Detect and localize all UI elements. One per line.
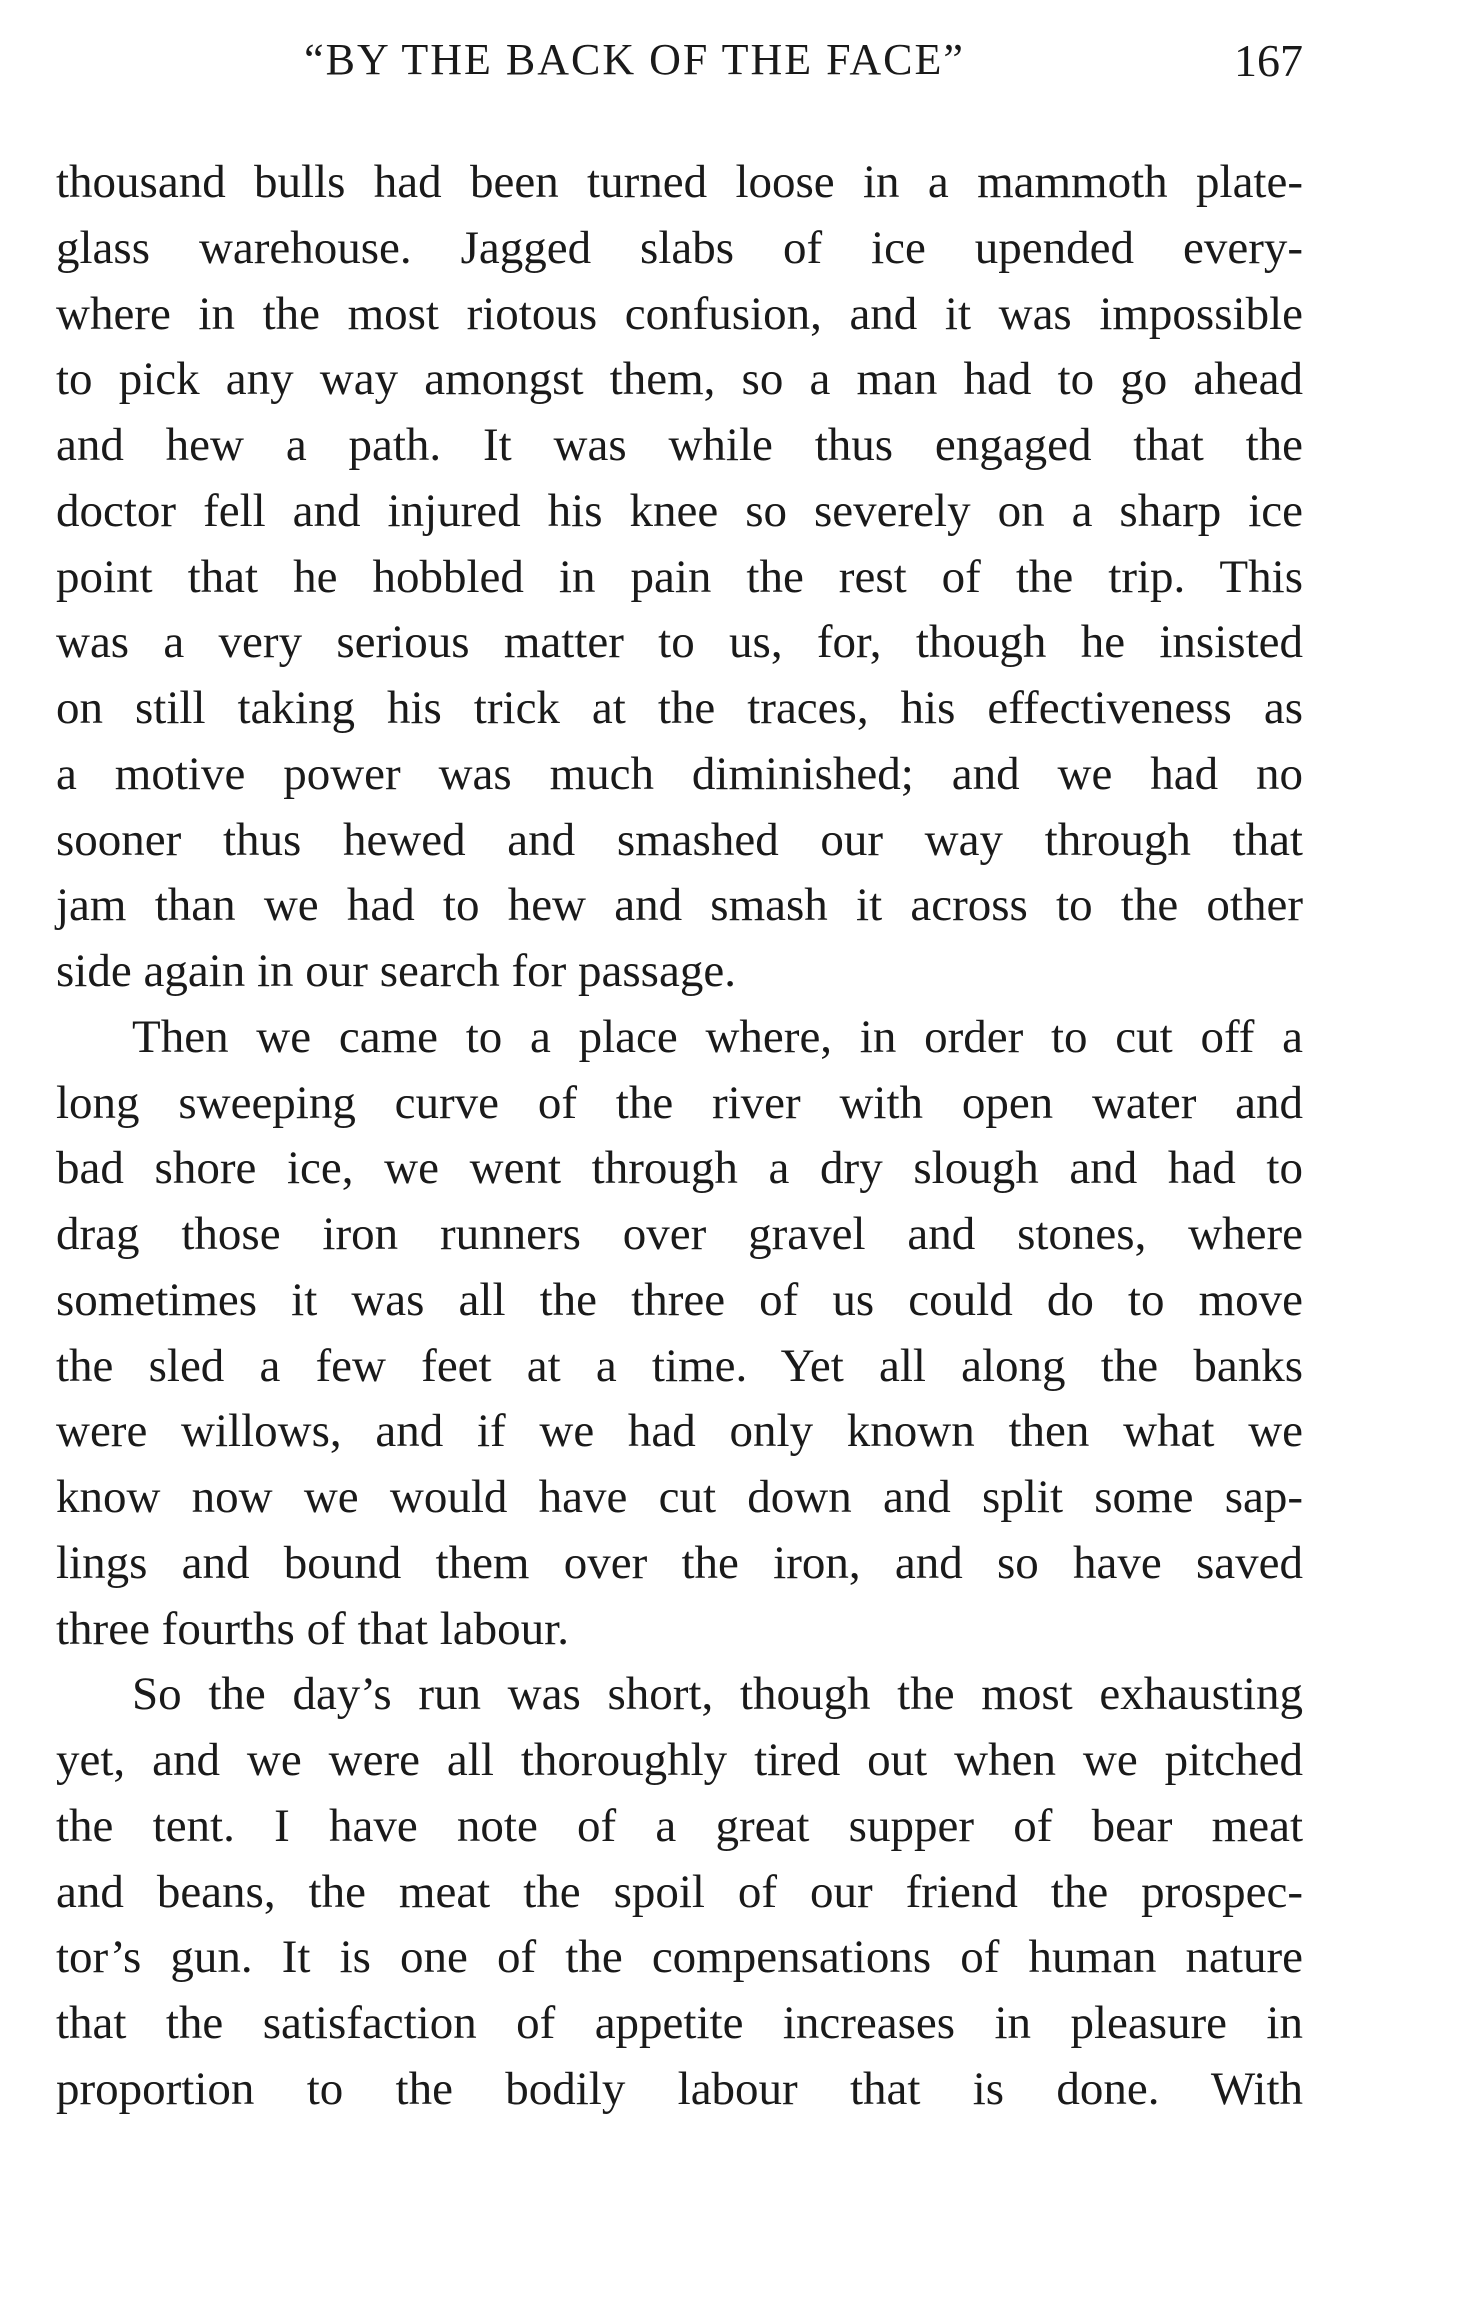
- text-line: were willows, and if we had only known then what we: [56, 1405, 1303, 1458]
- text-line: lings and bound them over the iron, and so have saved: [56, 1536, 1303, 1589]
- text-line: three fourths of that labour.: [56, 1602, 569, 1655]
- text-line: on still taking his trick at the traces, his effectiveness as: [56, 682, 1303, 734]
- text-line: doctor fell and injured his knee so severely on a sharp ice: [56, 484, 1303, 537]
- text-line: bad shore ice, we went through a dry slough and had to: [56, 1142, 1303, 1195]
- text-line: where in the most riotous confusion, and it was impossible: [56, 287, 1303, 340]
- text-line: proportion to the bodily labour that is done. With: [56, 2062, 1303, 2115]
- body-text: [56, 150, 1303, 2123]
- text-line: and hew a path. It was while thus engaged that the: [56, 419, 1303, 471]
- text-line: side again in our search for passage.: [56, 945, 736, 997]
- text-line: point that he hobbled in pain the rest of the trip. This: [56, 550, 1303, 603]
- text-line: tor’s gun. It is one of the compensations of human nature: [56, 1931, 1303, 1984]
- text-line: Then we came to a place where, in order to cut off a: [132, 1010, 1303, 1063]
- text-line: glass warehouse. Jagged slabs of ice upended every-: [56, 221, 1303, 274]
- text-line: and beans, the meat the spoil of our friend the prospec-: [56, 1865, 1303, 1918]
- paragraph: [56, 1662, 1303, 2122]
- text-line: was a very serious matter to us, for, though he insisted: [56, 616, 1303, 669]
- text-line: the tent. I have note of a great supper of bear meat: [56, 1799, 1303, 1852]
- text-line: jam than we had to hew and smash it across to the other: [56, 879, 1303, 932]
- text-line: the sled a few feet at a time. Yet all along the banks: [56, 1339, 1303, 1392]
- page-number: 167: [1234, 35, 1303, 86]
- text-line: thousand bulls had been turned loose in a mammoth plate-: [56, 156, 1303, 208]
- text-line: long sweeping curve of the river with open water and: [56, 1076, 1303, 1129]
- text-line: sooner thus hewed and smashed our way through that: [56, 813, 1303, 866]
- text-line: yet, and we were all thoroughly tired out when we pitched: [56, 1734, 1303, 1786]
- text-line: sometimes it was all the three of us could do to move: [56, 1273, 1303, 1326]
- text-line: a motive power was much diminished; and we had no: [56, 747, 1303, 800]
- text-line: So the day’s run was short, though the most exhausting: [132, 1668, 1303, 1721]
- text-line: to pick any way amongst them, so a man had to go ahead: [56, 353, 1303, 406]
- paragraph: [56, 1005, 1303, 1663]
- paragraph: [56, 150, 1303, 1005]
- running-title: “BY THE BACK OF THE FACE”: [304, 35, 965, 84]
- text-line: drag those iron runners over gravel and stones, where: [56, 1208, 1303, 1260]
- text-line: that the satisfaction of appetite increases in pleasure in: [56, 1997, 1303, 2049]
- text-line: know now we would have cut down and split some sap-: [56, 1471, 1303, 1523]
- page-header: [56, 34, 1303, 94]
